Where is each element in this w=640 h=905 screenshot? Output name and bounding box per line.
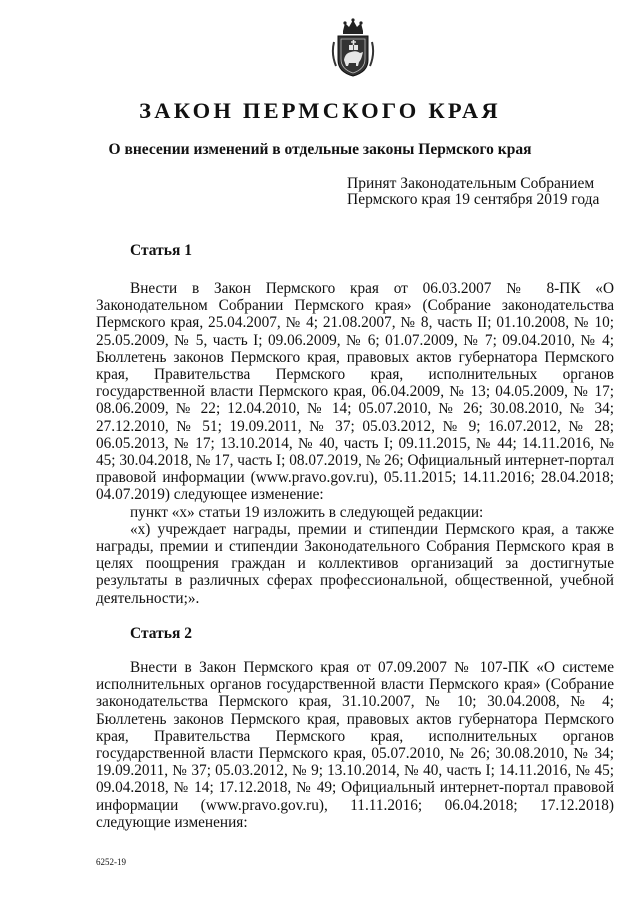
adoption-line-1: Принят Законодательным Собранием bbox=[347, 175, 595, 192]
article-2-heading: Статья 2 bbox=[130, 625, 192, 642]
article-1-paragraph: Внести в Закон Пермского края от 06.03.2007 № 8-ПК «О Законодательном Собрании Пермского края» (Собрание законодательства Пермского края, 25.04.2007, № 4; 21.08.2007, № 8, часть II; 01.10.2008, № 10; 25.05.2009, № 5, часть I; 09.06.2009, № 6; 01.07.2009, № 7; 09.04.2010, № 4; Бюллетень законов Пермского края, правовых актов губернатора Пермского края, Правительства Пермского края, исполнительных органов государственной власти Пермского края, 06.04.2009, № 13; 04.05.2009, № 17; 08.06.2009, № 22; 12.04.2010, № 14; 05.07.2010, № 26; 30.08.2010, № 34; 27.12.2010, № 51; 19.09.2011, № 37; 05.03.2012, № 9; 16.07.2012, № 28; 06.05.2013, № 17; 13.10.2014, № 40, часть I; 09.11.2015, № 44; 14.11.2016, № 45; 30.04.2018, № 17, часть I; 08.07.2019, № 26; Официальный интернет-портал правовой информации (www.pravo.gov.ru), 05.11.2015; 14.11.2016; 28.04.2018; 04.07.2019) следующее изменение: bbox=[96, 280, 614, 504]
adoption-line-2: Пермского края 19 сентября 2019 года bbox=[347, 191, 600, 208]
article-1-body bbox=[96, 280, 614, 607]
adoption-note bbox=[347, 176, 599, 208]
article-2-paragraph: Внести в Закон Пермского края от 07.09.2007 № 107-ПК «О системе исполнительных органов государственной власти Пермского края» (Собрание законодательства Пермского края, 31.10.2007, № 10; 30.04.2008, № 4; Бюллетень законов Пермского края, правовых актов губернатора Пермского края, Правительства Пермского края, исполнительных органов государственной власти Пермского края, 05.07.2010, № 26; 30.08.2010, № 34; 19.09.2011, № 37; 05.03.2012, № 9; 13.10.2014, № 40, часть I; 14.11.2016, № 45; 09.04.2018, № 14; 17.12.2018, № 49; Официальный интернет-портал правовой информации (www.pravo.gov.ru), 11.11.2016; 06.04.2018; 17.12.2018) следующие изменения: bbox=[96, 659, 614, 831]
article-1-heading: Статья 1 bbox=[130, 242, 192, 259]
article-1-paragraph: пункт «х» статьи 19 изложить в следующей редакции: bbox=[130, 503, 484, 521]
law-subtitle: О внесении изменений в отдельные законы Пермского края bbox=[108, 141, 532, 158]
document-code: 6252-19 bbox=[96, 857, 126, 867]
perm-krai-coat-of-arms-icon bbox=[330, 18, 376, 78]
article-2-body bbox=[96, 659, 614, 831]
law-title: ЗАКОН ПЕРМСКОГО КРАЯ bbox=[139, 98, 501, 123]
article-1-paragraph: «х) учреждает награды, премии и стипендии Пермского края, а также награды, премии и стипендии Законодательного Собрания Пермского края в целях поощрения граждан и коллективов организаций за достигнутые результаты в различных сферах профессиональной, общественной, учебной деятельности;». bbox=[96, 520, 614, 607]
